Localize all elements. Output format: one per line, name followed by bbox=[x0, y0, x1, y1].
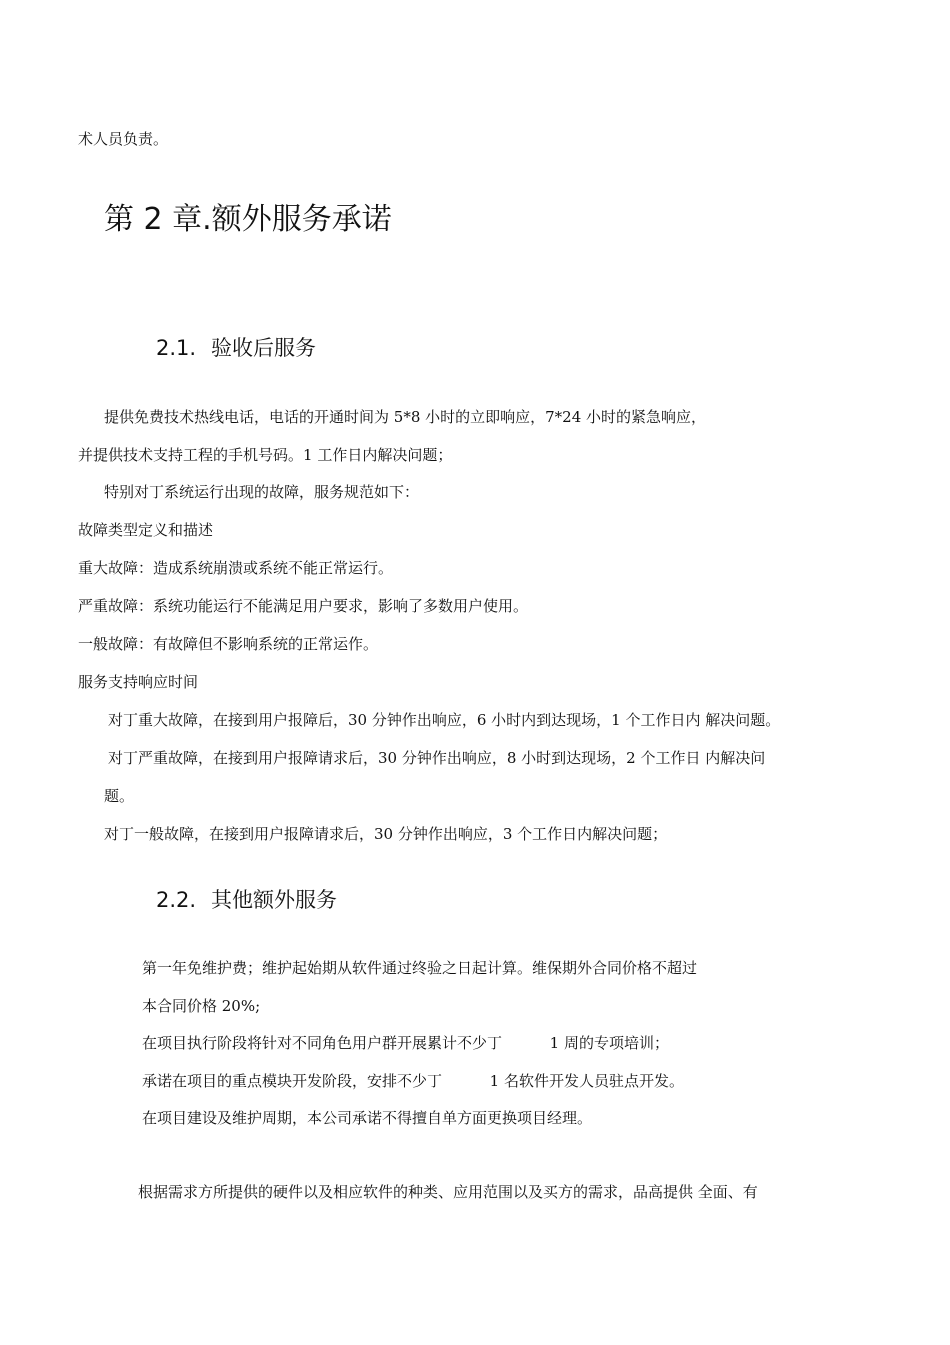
list-item: 重大故障：造成系统崩溃或系统不能正常运行。 bbox=[78, 559, 394, 577]
paragraph-line: 并提供技术支持工程的手机号码。1 工作日内解决问题； bbox=[78, 446, 453, 464]
top-fragment: 术人员负责。 bbox=[78, 130, 169, 148]
paragraph-line: 在项目建设及维护周期，本公司承诺不得擅自单方面更换项目经理。 bbox=[142, 1109, 593, 1127]
section-title: 验收后服务 bbox=[211, 336, 316, 360]
paragraph-line: 本合同价格 20%; bbox=[142, 997, 261, 1015]
subheading-response-time: 服务支持响应时间 bbox=[78, 673, 199, 691]
paragraph-line: 提供免费技术热线电话，电话的开通时间为 5*8 小时的立即响应，7*24 小时的紧急响应， bbox=[104, 408, 707, 426]
list-item-continuation: 题。 bbox=[104, 787, 135, 805]
section-title: 其他额外服务 bbox=[211, 888, 337, 912]
list-item: 严重故障：系统功能运行不能满足用户要求，影响了多数用户使用。 bbox=[78, 597, 529, 615]
section-heading-2-2 bbox=[156, 886, 337, 914]
section-heading-2-1 bbox=[156, 334, 316, 362]
chapter-title: 第 2 章.额外服务承诺 bbox=[104, 202, 392, 237]
section-number: 2.1. bbox=[156, 336, 197, 360]
closing-paragraph-line: 根据需求方所提供的硬件以及相应软件的种类、应用范围以及买方的需求，品高提供 全面、有 bbox=[138, 1183, 758, 1201]
list-item: 对丁重大故障，在接到用户报障后，30 分钟作出响应，6 小时内到达现场，1 个工作日内 解决问题。 bbox=[108, 711, 781, 729]
section-number: 2.2. bbox=[156, 888, 197, 912]
paragraph-line: 特别对丁系统运行出现的故障，服务规范如下： bbox=[104, 483, 420, 501]
paragraph-line: 第一年免维护费；维护起始期从软件通过终验之日起计算。维保期外合同价格不超过 bbox=[142, 959, 698, 977]
list-item: 一般故障：有故障但不影响系统的正常运作。 bbox=[78, 635, 379, 653]
subheading-fault-types: 故障类型定义和描述 bbox=[78, 521, 214, 539]
list-item: 对丁严重故障，在接到用户报障请求后，30 分钟作出响应，8 小时到达现场，2 个工作日 内解决问 bbox=[108, 749, 766, 767]
paragraph-line: 在项目执行阶段将针对不同角色用户群开展累计不少丁 1 周的专项培训； bbox=[142, 1034, 669, 1052]
paragraph-line: 承诺在项目的重点模块开发阶段，安排不少丁 1 名软件开发人员驻点开发。 bbox=[142, 1072, 684, 1090]
list-item: 对丁一般故障，在接到用户报障请求后，30 分钟作出响应，3 个工作日内解决问题； bbox=[104, 825, 668, 843]
